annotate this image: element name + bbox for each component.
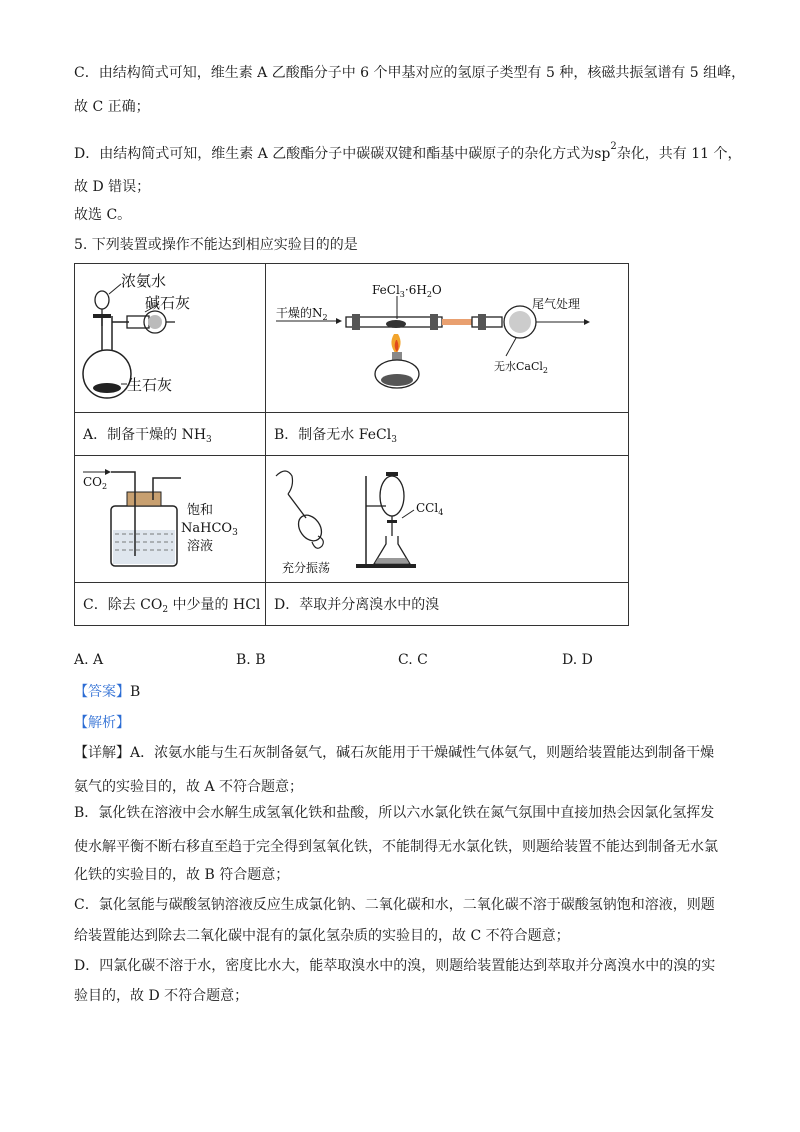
- analysis-label: 【解析】: [74, 715, 130, 731]
- analysis-line-2: B．氯化铁在溶液中会水解生成氢氧化铁和盐酸，所以六水氯化铁在氮气氛围中直接加热会因氯化氢挥发: [74, 805, 715, 821]
- analysis-d-text-end: 杂化，共有 11 个，: [616, 146, 742, 162]
- label-saturated: 饱和: [187, 503, 214, 518]
- figure-b-cell: [266, 264, 629, 413]
- label-anhydrous-cacl2: 无水CaCl$_2$: [494, 360, 549, 375]
- caption-a-formula: NH: [181, 426, 207, 443]
- sp-superscript: 2: [610, 141, 617, 152]
- analysis-d-text: D．由结构简式可知，维生素 A 乙酸酯分子中碳碳双键和酯基中碳原子的杂化方式为: [74, 146, 595, 162]
- answer-line: [74, 682, 140, 702]
- analysis-line-7: D．四氯化碳不溶于水，密度比水大，能萃取溴水中的溴，则题给装置能达到萃取并分离溴水中的溴的实: [74, 958, 716, 974]
- caption-b-formula: FeCl: [358, 426, 392, 443]
- label-quicklime: 生石灰: [127, 376, 173, 394]
- option-b: B. B: [236, 652, 266, 668]
- option-c: C. C: [398, 652, 428, 668]
- analysis-choose: 故选 C。: [74, 207, 132, 223]
- label-fecl3-hexahydrate: $FeCl_3\cdot 6H_2O$: [372, 283, 442, 299]
- sp2-formula: [594, 141, 617, 162]
- label-nahco3: NaHCO$_3$: [181, 521, 238, 538]
- label-co2: $CO_2$: [83, 475, 108, 491]
- figure-a-ammonia-apparatus: [75, 264, 265, 408]
- figure-b-heating-apparatus: [266, 264, 628, 408]
- caption-a: [75, 413, 266, 456]
- caption-b-text: B．制备无水: [274, 426, 359, 443]
- detail-label: 【详解】: [74, 745, 130, 761]
- caption-a-text: A．制备干燥的: [83, 426, 182, 443]
- apparatus-table: [74, 263, 629, 626]
- label-conc-ammonia: 浓氨水: [121, 272, 167, 290]
- analysis-d-line1: [74, 137, 741, 164]
- label-ccl4: CCl$_4$: [416, 501, 444, 517]
- analysis-line-0: [74, 743, 714, 763]
- analysis-line-6: 给装置能达到除去二氧化碳中混有的氯化氢杂质的实验目的，故 C 不符合题意；: [74, 928, 570, 944]
- analysis-c-line1: C．由结构简式可知，维生素 A 乙酸酯分子中 6 个甲基对应的氢原子类型有 5 种，核磁共振氢谱有 5 组峰，: [74, 65, 746, 81]
- figure-a-cell: [75, 264, 266, 413]
- figure-d-extraction: [266, 456, 628, 578]
- analysis-d-line2: 故 D 错误；: [74, 179, 151, 195]
- analysis-line-3: 使水解平衡不断右移直至趋于完全得到氢氧化铁，不能制得无水氯化铁，则题给装置不能达到制备无水氯: [74, 839, 718, 855]
- caption-c-sub: 2: [162, 604, 169, 615]
- option-d: D. D: [562, 652, 593, 668]
- label-shake-well: 充分振荡: [282, 561, 331, 575]
- answer-value: B: [130, 684, 141, 700]
- analysis-c-line2: 故 C 正确；: [74, 99, 150, 115]
- label-soda-lime: 碱石灰: [145, 294, 191, 312]
- analysis-text-0: A．浓氨水能与生石灰制备氨气，碱石灰能用于干燥碱性气体氨气，则题给装置能达到制备干燥: [130, 745, 715, 761]
- analysis-line-5: C．氯化氢能与碳酸氢钠溶液反应生成氯化钠、二氧化碳和水，二氧化碳不溶于碳酸氢钠饱和溶液，则题: [74, 897, 715, 913]
- caption-c-text: C．除去: [83, 596, 141, 613]
- sp-base: sp: [594, 146, 611, 162]
- caption-c: [75, 583, 266, 626]
- figure-c-cell: [75, 456, 266, 583]
- figure-c-gas-washing-bottle: [75, 456, 265, 578]
- caption-b: [266, 413, 629, 456]
- label-tail-gas: 尾气处理: [532, 297, 581, 311]
- question-stem: 5. 下列装置或操作不能达到相应实验目的的是: [74, 237, 358, 253]
- caption-a-sub: 3: [206, 434, 212, 445]
- analysis-line-1: 氨气的实验目的，故 A 不符合题意；: [74, 779, 304, 795]
- figure-d-cell: [266, 456, 629, 583]
- caption-b-sub: 3: [391, 434, 397, 445]
- caption-d: D．萃取并分离溴水中的溴: [266, 583, 629, 626]
- label-solution: 溶液: [187, 539, 214, 554]
- answer-label: 【答案】: [74, 684, 130, 700]
- analysis-line-4: 化铁的实验目的，故 B 符合题意；: [74, 867, 290, 883]
- caption-c-formula: CO: [140, 596, 163, 613]
- caption-c-text-end: 中少量的 HCl: [168, 596, 261, 613]
- label-dry-n2: 干燥的$N_2$: [276, 306, 328, 322]
- analysis-line-8: 验目的，故 D 不符合题意；: [74, 988, 249, 1004]
- option-a: A. A: [74, 652, 104, 668]
